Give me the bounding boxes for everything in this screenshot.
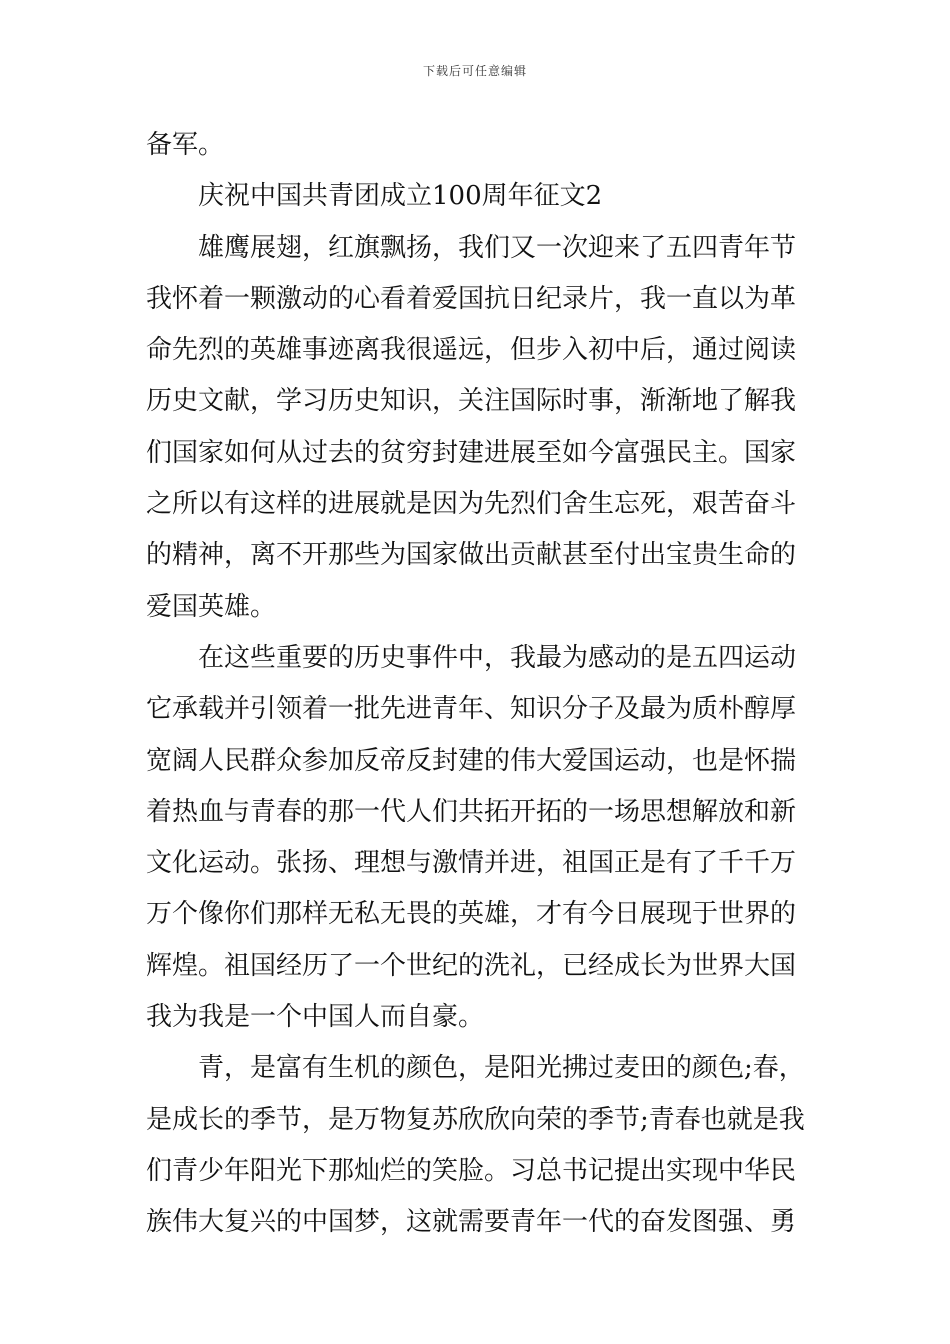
- text-line: 我怀着一颗激动的心看着爱国抗日纪录片，我一直以为革: [146, 283, 797, 314]
- text-line: 们青少年阳光下那灿烂的笑脸。习总书记提出实现中华民: [146, 1155, 797, 1186]
- text-line: 在这些重要的历史事件中，我最为感动的是五四运动: [198, 642, 797, 673]
- text-line: 它承载并引领着一批先进青年、知识分子及最为质朴醇厚: [146, 694, 797, 725]
- text-line: 之所以有这样的进展就是因为先烈们舍生忘死，艰苦奋斗: [146, 489, 797, 520]
- text-line: 备军。: [146, 130, 225, 160]
- page-header-note: 下载后可任意编辑: [422, 64, 527, 78]
- document-body: [146, 120, 806, 1249]
- text-line: 的精神，离不开那些为国家做出贡献甚至付出宝贵生命的: [146, 540, 797, 571]
- text-line: 历史文献，学习历史知识，关注国际时事，渐渐地了解我: [146, 386, 797, 417]
- text-line: 们国家如何从过去的贫穷封建进展至如今富强民主。国家: [146, 437, 797, 468]
- text-line: 命先烈的英雄事迹离我很遥远，但步入初中后，通过阅读: [146, 335, 797, 366]
- text-line: 万个像你们那样无私无畏的英雄，才有今日展现于世界的: [146, 899, 797, 930]
- text-line: 宽阔人民群众参加反帝反封建的伟大爱国运动，也是怀揣: [146, 745, 797, 776]
- section-title: 庆祝中国共青团成立100周年征文2: [198, 181, 603, 212]
- text-line: 雄鹰展翅，红旗飘扬，我们又一次迎来了五四青年节: [198, 232, 797, 263]
- text-line: 爱国英雄。: [146, 591, 277, 622]
- text-line: 青，是富有生机的颜色，是阳光拂过麦田的颜色;春，: [198, 1053, 805, 1084]
- text-line: 是成长的季节，是万物复苏欣欣向荣的季节;青春也就是我: [146, 1104, 805, 1135]
- text-line: 着热血与青春的那一代人们共拓开拓的一场思想解放和新: [146, 796, 797, 827]
- text-line: 辉煌。祖国经历了一个世纪的洗礼，已经成长为世界大国: [146, 950, 797, 981]
- text-line: 文化运动。张扬、理想与激情并进，祖国正是有了千千万: [146, 848, 797, 879]
- text-line: 我为我是一个中国人而自豪。: [146, 1002, 485, 1033]
- text-line: 族伟大复兴的中国梦，这就需要青年一代的奋发图强、勇: [146, 1207, 797, 1238]
